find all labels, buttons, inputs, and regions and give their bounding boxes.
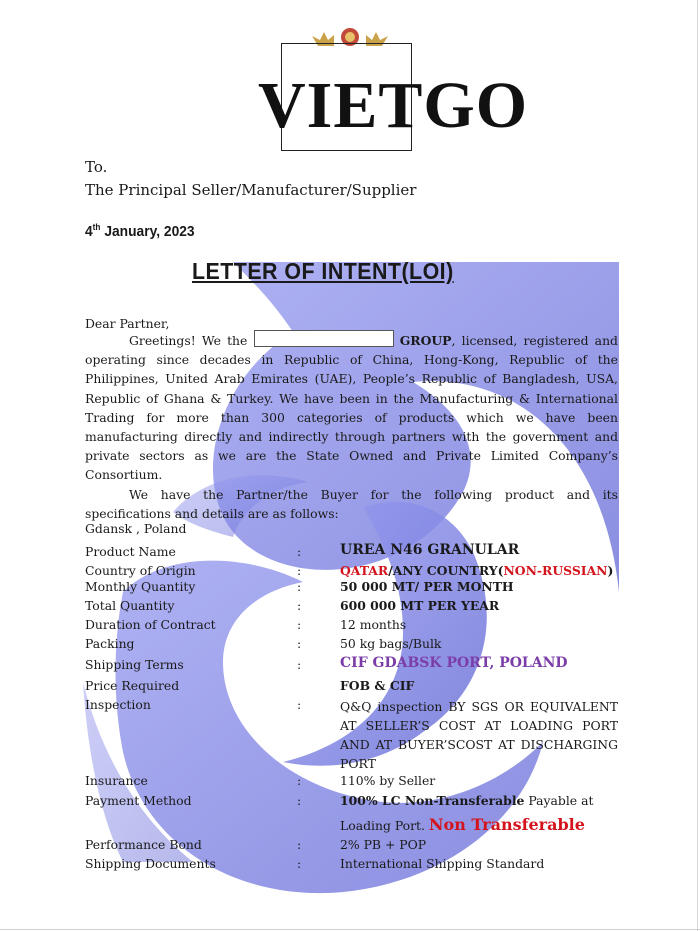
spec-label: Insurance <box>85 773 148 788</box>
group-word: GROUP <box>399 333 452 348</box>
spec-label: Price Required <box>85 678 180 693</box>
spec-colon: : <box>297 697 302 712</box>
location: Gdansk , Poland <box>85 521 187 536</box>
to-line: To. <box>85 158 108 176</box>
spec-colon: : <box>297 617 302 632</box>
spec-colon: : <box>297 563 302 578</box>
buyer-text: We have the Partner/the Buyer for the following product and its specifications and details are as follows: <box>85 487 618 522</box>
buyer-paragraph <box>85 485 618 523</box>
spec-colon: : <box>297 773 302 788</box>
spec-colon: : <box>297 856 302 871</box>
spec-value: International Shipping Standard <box>340 856 545 871</box>
spec-label: Shipping Documents <box>85 856 216 871</box>
spec-value: Q&Q inspection BY SGS OR EQUIVALENT AT SELLER’S COST AT LOADING PORT AND AT BUYER’SCOST AT DISCHARGING PORT <box>340 699 618 771</box>
spec-label: Total Quantity <box>85 598 175 613</box>
origin-non-russian: NON-RUSSIAN <box>503 563 608 578</box>
page-edge-bottom <box>0 929 700 930</box>
spec-label: Duration of Contract <box>85 617 216 632</box>
spec-value <box>340 563 613 578</box>
spec-label: Monthly Quantity <box>85 579 196 594</box>
spec-value: 600 000 MT PER YEAR <box>340 598 500 613</box>
spec-colon: : <box>297 579 302 594</box>
spec-value: 50 kg bags/Bulk <box>340 636 442 651</box>
spec-colon: : <box>297 598 302 613</box>
addressee: The Principal Seller/Manufacturer/Supplier <box>85 181 417 199</box>
intro-start: Greetings! We the <box>129 333 248 348</box>
spec-label: Shipping Terms <box>85 657 184 672</box>
letter-date <box>85 222 195 240</box>
company-logo: VIETGO <box>258 69 529 142</box>
spec-colon: : <box>297 793 302 808</box>
spec-colon: : <box>297 837 302 852</box>
origin-qatar: QATAR <box>340 563 389 578</box>
spec-value: FOB & CIF <box>340 678 415 693</box>
spec-value <box>340 793 593 808</box>
intro-rest: , licensed, registered and operating since decades in Republic of China, Hong-Kong, Republic of the Philippines, United Arab Emirates (UAE), People’s Republic of Bangladesh, USA, Republic of Ghana & Turkey. We have been in the Manufacturing & International Trading for more than 300 categories of products which we have been manufacturing directly and indirectly through partners with the government and private sectors as we are the State Owned and Private Limited Company’s Consortium. <box>85 333 618 483</box>
spec-value: CIF GDABSK PORT, POLAND <box>340 655 568 671</box>
date-suffix: th <box>92 222 101 232</box>
spec-value: UREA N46 GRANULAR <box>340 542 520 558</box>
payment-payable: Payable at <box>524 793 594 808</box>
spec-value: 12 months <box>340 617 407 632</box>
spec-value-line2 <box>340 815 585 834</box>
spec-colon: : <box>297 657 302 672</box>
spec-label: Country of Origin <box>85 563 196 578</box>
spec-value: 110% by Seller <box>340 773 436 788</box>
salutation: Dear Partner, <box>85 316 170 331</box>
spec-colon: : <box>297 636 302 651</box>
spec-label: Inspection <box>85 697 151 712</box>
payment-non-transferable: Non Transferable <box>428 815 585 834</box>
origin-close: ) <box>607 563 614 578</box>
intro-paragraph <box>85 330 618 485</box>
origin-any: /ANY COUNTRY( <box>388 563 504 578</box>
spec-colon: : <box>297 544 302 559</box>
date-day: 4 <box>85 223 93 240</box>
redacted-name-box <box>254 330 394 347</box>
spec-value: 2% PB + POP <box>340 837 427 852</box>
payment-loading-port: Loading Port. <box>340 818 425 833</box>
page-edge-right <box>697 0 698 931</box>
spec-label: Product Name <box>85 544 176 559</box>
payment-lc: 100% LC Non-Transferable <box>340 793 525 808</box>
document-title: LETTER OF INTENT(LOI) <box>192 258 454 284</box>
spec-label: Performance Bond <box>85 837 202 852</box>
spec-label: Payment Method <box>85 793 192 808</box>
spec-label: Packing <box>85 636 135 651</box>
date-rest: January, 2023 <box>100 223 195 240</box>
spec-value: 50 000 MT/ PER MONTH <box>340 579 514 594</box>
